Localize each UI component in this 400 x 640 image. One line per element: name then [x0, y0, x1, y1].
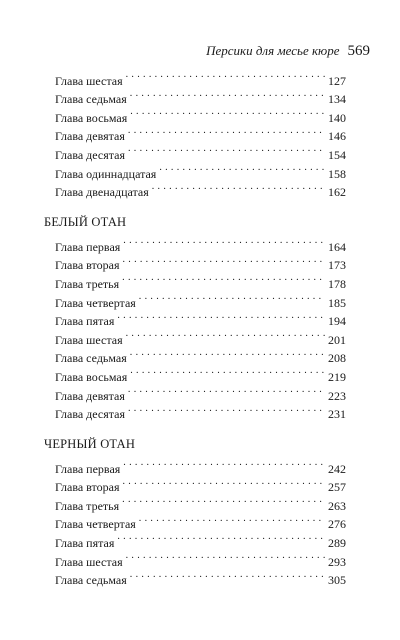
dot-leader — [139, 288, 325, 307]
chapter-title: Глава третья — [55, 276, 120, 291]
chapter-title: Глава седьмая — [55, 573, 127, 588]
chapter-page-number: 127 — [328, 73, 346, 88]
chapter-title: Глава пятая — [55, 314, 115, 329]
dot-leader — [123, 232, 325, 251]
running-header — [0, 43, 370, 60]
chapter-page-number: 146 — [328, 129, 346, 144]
dot-leader — [130, 362, 325, 381]
chapter-page-number: 164 — [328, 239, 346, 254]
dot-leader — [117, 307, 325, 326]
chapter-title: Глава седьмая — [55, 351, 127, 366]
chapter-title: Глава первая — [55, 461, 121, 476]
chapter-title: Глава десятая — [55, 147, 125, 162]
chapter-page-number: 162 — [328, 185, 346, 200]
dot-leader — [122, 269, 325, 288]
dot-leader — [130, 103, 325, 122]
chapter-title: Глава вторая — [55, 258, 120, 273]
chapter-title: Глава пятая — [55, 536, 115, 551]
dot-leader — [130, 566, 325, 585]
toc-entry — [44, 66, 346, 88]
chapter-page-number: 289 — [328, 536, 346, 551]
chapter-title: Глава одиннадцатая — [55, 166, 157, 181]
chapter-title: Глава восьмая — [55, 369, 128, 384]
dot-leader — [152, 178, 325, 197]
chapter-page-number: 276 — [328, 517, 346, 532]
chapter-page-number: 208 — [328, 351, 346, 366]
chapter-page-number: 223 — [328, 388, 346, 403]
chapter-title: Глава девятая — [55, 129, 125, 144]
dot-leader — [139, 510, 325, 529]
chapter-title: Глава седьмая — [55, 92, 127, 107]
dot-leader — [123, 454, 325, 473]
chapter-page-number: 242 — [328, 461, 346, 476]
chapter-title: Глава шестая — [55, 73, 123, 88]
chapter-title: Глава девятая — [55, 388, 125, 403]
section-title: ЧЕРНЫЙ ОТАН — [44, 437, 136, 452]
chapter-title: Глава восьмая — [55, 110, 128, 125]
dot-leader — [128, 400, 325, 419]
dot-leader — [130, 344, 325, 363]
chapter-page-number: 178 — [328, 276, 346, 291]
toc-entry — [44, 454, 346, 476]
chapter-title: Глава четвертая — [55, 517, 136, 532]
chapter-page-number: 257 — [328, 480, 346, 495]
dot-leader — [128, 122, 325, 141]
chapter-title: Глава десятая — [55, 407, 125, 422]
chapter-page-number: 134 — [328, 92, 346, 107]
table-of-contents — [44, 66, 346, 588]
chapter-page-number: 158 — [328, 166, 346, 181]
chapter-title: Глава третья — [55, 498, 120, 513]
dot-leader — [128, 140, 325, 159]
dot-leader — [130, 85, 325, 104]
chapter-page-number: 173 — [328, 258, 346, 273]
section-title: БЕЛЫЙ ОТАН — [44, 215, 127, 230]
chapter-page-number: 219 — [328, 369, 346, 384]
chapter-page-number: 231 — [328, 407, 346, 422]
dot-leader — [126, 325, 325, 344]
dot-leader — [159, 159, 325, 178]
chapter-page-number: 201 — [328, 332, 346, 347]
chapter-page-number: 154 — [328, 147, 346, 162]
page-number: 569 — [347, 43, 370, 59]
chapter-title: Глава вторая — [55, 480, 120, 495]
toc-entry — [44, 232, 346, 254]
chapter-page-number: 293 — [328, 554, 346, 569]
chapter-page-number: 140 — [328, 110, 346, 125]
chapter-page-number: 194 — [328, 314, 346, 329]
chapter-title: Глава шестая — [55, 332, 123, 347]
chapter-page-number: 263 — [328, 498, 346, 513]
dot-leader — [122, 473, 325, 492]
chapter-title: Глава первая — [55, 239, 121, 254]
chapter-page-number: 305 — [328, 573, 346, 588]
dot-leader — [128, 381, 325, 400]
dot-leader — [117, 528, 325, 547]
chapter-title: Глава шестая — [55, 554, 123, 569]
dot-leader — [126, 66, 325, 85]
dot-leader — [122, 491, 325, 510]
chapter-title: Глава двенадцатая — [55, 185, 149, 200]
dot-leader — [122, 251, 325, 270]
chapter-page-number: 185 — [328, 295, 346, 310]
dot-leader — [126, 547, 325, 566]
book-title: Персики для месье кюре — [206, 43, 340, 58]
chapter-title: Глава четвертая — [55, 295, 136, 310]
